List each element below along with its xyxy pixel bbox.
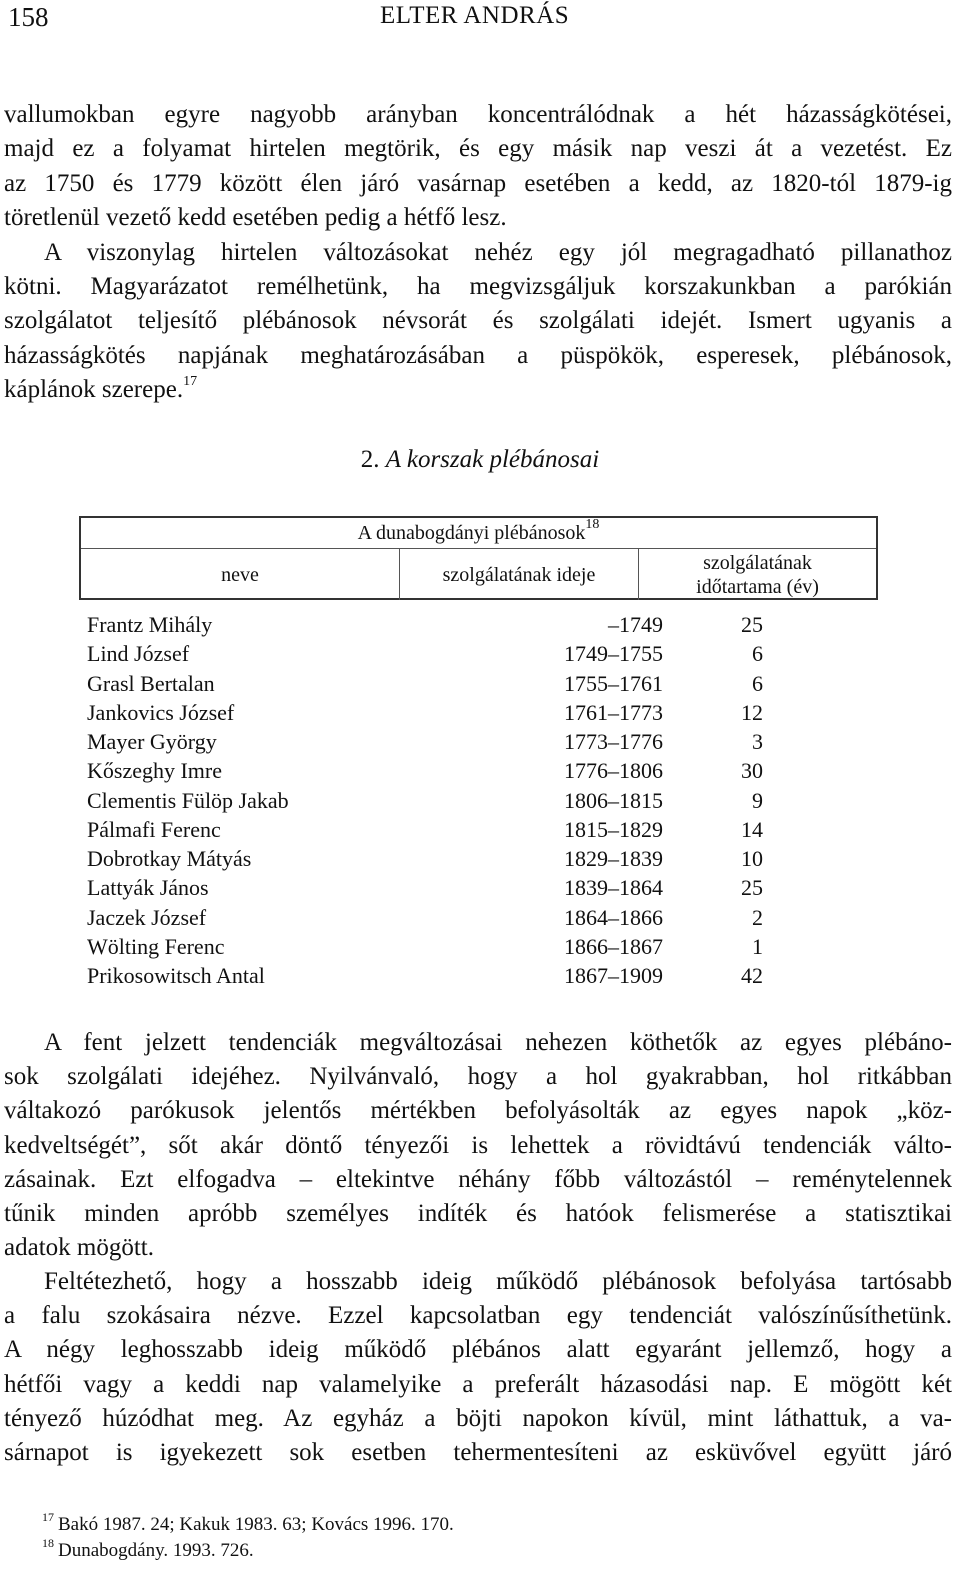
text-line: hétfői vagy a keddi nap valamelyike a preferált házasodási nap. E mögött két [4, 1370, 952, 1398]
text-line: Feltétezhető, hogy a hosszabb ideig működő plébánosok befolyása tartósabb [44, 1268, 952, 1295]
service-duration: 42 [741, 963, 763, 988]
priest-name: Kőszeghy Imre [87, 758, 223, 784]
text-line: vallumokban egyre nagyobb arányban koncentrálódnak a hét házasságkötései, [4, 101, 952, 128]
priest-name: Lattyák János [87, 875, 209, 901]
page-header [8, 0, 952, 44]
text-line: majd ez a folyamat hirtelen megtörik, és egy másik nap veszi át a vezetést. Ez [4, 135, 952, 163]
service-period: 1749–1755 [564, 641, 663, 667]
table-row [87, 873, 787, 902]
page-number: 158 [8, 2, 49, 32]
table-row [87, 639, 787, 668]
section-number: 2. [360, 446, 380, 473]
table-row [87, 727, 787, 756]
service-period: 1761–1773 [564, 699, 663, 725]
service-duration: 14 [741, 816, 763, 842]
footnotes [42, 1509, 942, 1564]
table-caption-text: A dunabogdányi plébánosok [357, 522, 586, 544]
priest-name: Jaczek József [87, 904, 207, 930]
service-duration: 6 [752, 670, 763, 696]
text-line: a falu szokásaira nézve. Ezzel kapcsolatban egy tendenciát valószínűsíthetünk. [4, 1302, 952, 1330]
section-heading [0, 446, 960, 474]
paragraph-3 [4, 1265, 952, 1470]
service-duration: 9 [752, 787, 763, 813]
text-line: szolgálatot teljesítő plébánosok névsorát és szolgálati idejét. Ismert ugyanis a [4, 307, 952, 335]
priest-name: Pálmafi Ferenc [87, 816, 221, 842]
text-line: házasságkötés napjának meghatározásában a püspökök, esperesek, plébánosok, [4, 341, 952, 369]
service-duration: 25 [741, 875, 763, 901]
table-row [87, 903, 787, 932]
service-period: 1829–1839 [564, 846, 663, 871]
column-header-duration-line2: időtartama (év) [696, 575, 819, 598]
footnote-text: Bakó 1987. 24; Kakuk 1983. 63; Kovács 1996. 170. [58, 1514, 454, 1535]
column-header-duration-line1: szolgálatának [703, 551, 812, 574]
service-duration: 6 [752, 641, 763, 667]
priest-name: Mayer György [87, 729, 217, 754]
priest-name: Grasl Bertalan [87, 670, 215, 696]
service-period: 1776–1806 [564, 758, 663, 784]
column-header-name: neve [81, 549, 400, 600]
text-line: váltakozó parókusok jelentős mértékben befolyásolták az egyes napok „köz- [4, 1097, 952, 1125]
table-header [79, 516, 878, 600]
service-period: 1864–1866 [564, 904, 663, 930]
service-duration: 30 [741, 758, 763, 784]
table-row [87, 844, 787, 873]
table-row [87, 756, 787, 785]
text-line: az 1750 és 1779 között élen járó vasárnap esetében a kedd, az 1820-tól 1879-ig [4, 169, 952, 197]
text-line-content: káplánok szerepe. [4, 376, 184, 404]
table-body [87, 610, 787, 990]
priest-name: Prikosowitsch Antal [87, 963, 265, 988]
text-line: töretlenül vezető kedd esetében pedig a hétfő lesz. [4, 204, 507, 232]
text-line: kedveltségét”, sőt akár döntő tényezői is lehettek a rövidtávú tendenciák válto- [4, 1131, 952, 1159]
priest-name: Frantz Mihály [87, 612, 213, 637]
text-line: A viszonylag hirtelen változásokat nehéz egy jól megragadható pillanathoz [44, 238, 952, 266]
service-duration: 2 [752, 904, 763, 930]
paragraph-1 [4, 98, 952, 408]
column-header-period: szolgálatának ideje [400, 549, 639, 600]
service-period: 1773–1776 [564, 729, 663, 754]
priest-name: Clementis Fülöp Jakab [87, 787, 289, 813]
service-duration: 10 [741, 846, 763, 871]
priest-name: Wölting Ferenc [87, 933, 225, 959]
text-line: sok szolgálati idejéhez. Nyilvánvaló, hogy a hol gyakrabban, hol ritkábban [4, 1063, 952, 1091]
footnote-17 [42, 1509, 942, 1538]
footnote-text: Dunabogdány. 1993. 726. [58, 1540, 254, 1561]
text-line: A fent jelzett tendenciák megváltozásai nehezen köthetők az egyes plébáno- [44, 1029, 952, 1056]
table-row [87, 698, 787, 727]
section-title: A korszak plébánosai [385, 446, 600, 473]
service-duration: 12 [741, 699, 763, 725]
priest-name: Dobrotkay Mátyás [87, 846, 252, 871]
text-line-with-ref [4, 373, 952, 407]
table-row [87, 815, 787, 844]
text-line: A négy leghosszabb ideig működő plébános alatt egyaránt jellemző, hogy a [4, 1336, 952, 1364]
text-line: kötni. Magyarázatot remélhetünk, ha megvizsgáljuk korszakunkban a parókián [4, 273, 952, 301]
table-caption [81, 518, 876, 549]
table-row [87, 610, 787, 639]
service-period: 1755–1761 [564, 670, 663, 696]
service-period: 1806–1815 [564, 787, 663, 813]
footnote-number: 17 [42, 1509, 54, 1524]
footnote-ref[interactable]: 18 [585, 517, 600, 533]
text-line: sárnapot is igyekezett sok esetben tehermentesíteni az esküvővel együtt járó [4, 1439, 952, 1467]
table-row [87, 669, 787, 698]
service-duration: 25 [741, 612, 763, 637]
service-duration: 1 [752, 933, 763, 959]
text-line: tényező húzódhat meg. Az egyház a böjti napokon kívül, mint láthattuk, a va- [4, 1404, 952, 1432]
service-period: 1815–1829 [564, 816, 663, 842]
footnote-ref[interactable]: 17 [183, 373, 198, 389]
running-head: ELTER ANDRÁS [380, 2, 570, 29]
priest-name: Lind József [87, 641, 190, 667]
service-period: 1839–1864 [564, 875, 663, 901]
text-line: zásainak. Ezt elfogadva – eltekintve néhány főbb változástól – reménytelennek [4, 1165, 952, 1193]
column-header-duration [639, 549, 876, 600]
paragraph-2 [4, 1026, 952, 1265]
service-duration: 3 [752, 729, 763, 754]
table-row [87, 786, 787, 815]
text-line: adatok mögött. [4, 1234, 154, 1262]
footnote-number: 18 [42, 1535, 54, 1550]
table-row [87, 961, 787, 990]
footnote-18 [42, 1535, 942, 1564]
service-period: –1749 [608, 612, 663, 637]
service-period: 1866–1867 [564, 933, 663, 959]
service-period: 1867–1909 [564, 963, 663, 988]
table-row [87, 932, 787, 961]
text-line: tűnik minden apróbb személyes indíték és hatóok felismerése a statisztikai [4, 1200, 952, 1228]
priest-name: Jankovics József [87, 699, 235, 725]
